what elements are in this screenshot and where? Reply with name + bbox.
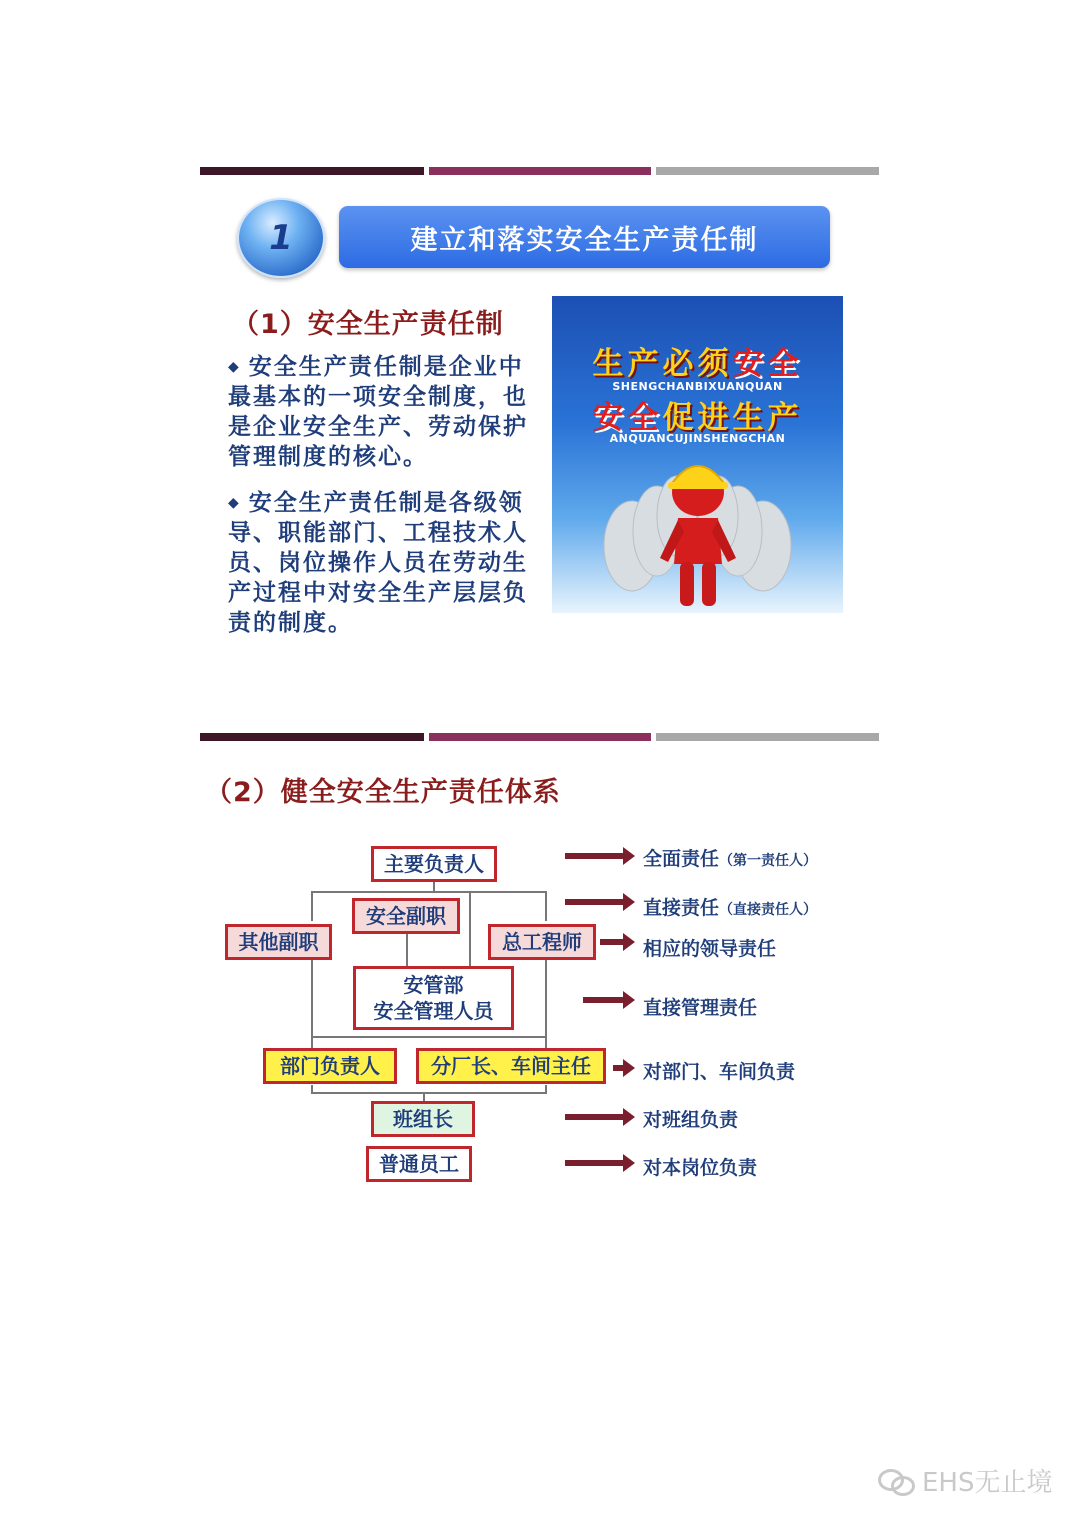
safety-figure-illustration [552,296,843,613]
poster-pinyin-1: SHENGCHANBIXUANQUAN [612,380,783,393]
bullet-icon: ◆ [228,359,241,375]
bullet-icon: ◆ [228,495,241,511]
resp-direct-management: 直接管理责任 [643,997,758,1019]
arrow-icon [565,1160,625,1166]
wechat-icon [878,1467,916,1495]
arrow-icon [583,997,625,1003]
box-other-deputy: 其他副职 [225,924,332,960]
mid-bar-mid [429,733,651,741]
section-number-badge: 1 [237,198,325,278]
paragraph-1-text: 安全生产责任制是企业中最基本的一项安全制度，也是企业安全生产、劳动保护管理制度的核心。 [228,354,528,470]
resp-leadership: 相应的领导责任 [643,938,777,960]
resp-post: 对本岗位负责 [643,1157,758,1179]
mid-bar-grey [656,733,879,741]
resp-direct: 直接责任（直接责任人） [643,897,818,919]
paragraph-2-text: 安全生产责任制是各级领导、职能部门、工程技术人员、岗位操作人员在劳动生产过程中对安全生产层层负责的制度。 [228,490,528,636]
mid-bar-dark [200,733,424,741]
arrow-icon [613,1065,625,1071]
paragraph-2 [228,488,538,638]
box-team-leader: 班组长 [371,1101,475,1137]
paragraph-1 [228,352,538,472]
box-safety-dept-line1: 安管部 [403,973,464,997]
top-bar-mid [429,167,651,175]
watermark-text: EHS无止境 [922,1468,1053,1498]
subtitle-2: （2）健全安全生产责任体系 [205,777,561,808]
watermark [878,1462,1052,1499]
resp-dept-workshop: 对部门、车间负责 [643,1061,796,1083]
subtitle-1: （1）安全生产责任制 [232,309,504,340]
arrow-icon [565,1114,625,1120]
box-chief-engineer: 总工程师 [488,924,596,960]
arrow-icon [600,939,625,945]
box-workshop: 分厂长、车间主任 [416,1048,606,1084]
resp-overall: 全面责任（第一责任人） [643,848,818,870]
top-bar-grey [656,167,879,175]
poster-slogan-2: 安全促进生产 [592,400,803,436]
box-dept-head: 部门负责人 [263,1048,397,1084]
box-safety-dept-line2: 安全管理人员 [373,999,494,1023]
resp-team: 对班组负责 [643,1109,739,1131]
box-worker: 普通员工 [366,1146,472,1182]
box-chief: 主要负责人 [371,846,497,882]
section-title: 建立和落实安全生产责任制 [339,206,830,268]
poster-slogan-1: 生产必须安全 [592,346,803,382]
arrow-icon [565,853,625,859]
safety-poster [552,296,843,613]
arrow-icon [565,899,625,905]
box-safety-deputy: 安全副职 [352,898,460,934]
top-bar-dark [200,167,424,175]
box-safety-dept [353,966,514,1030]
poster-pinyin-2: ANQUANCUJINSHENGCHAN [609,432,786,445]
